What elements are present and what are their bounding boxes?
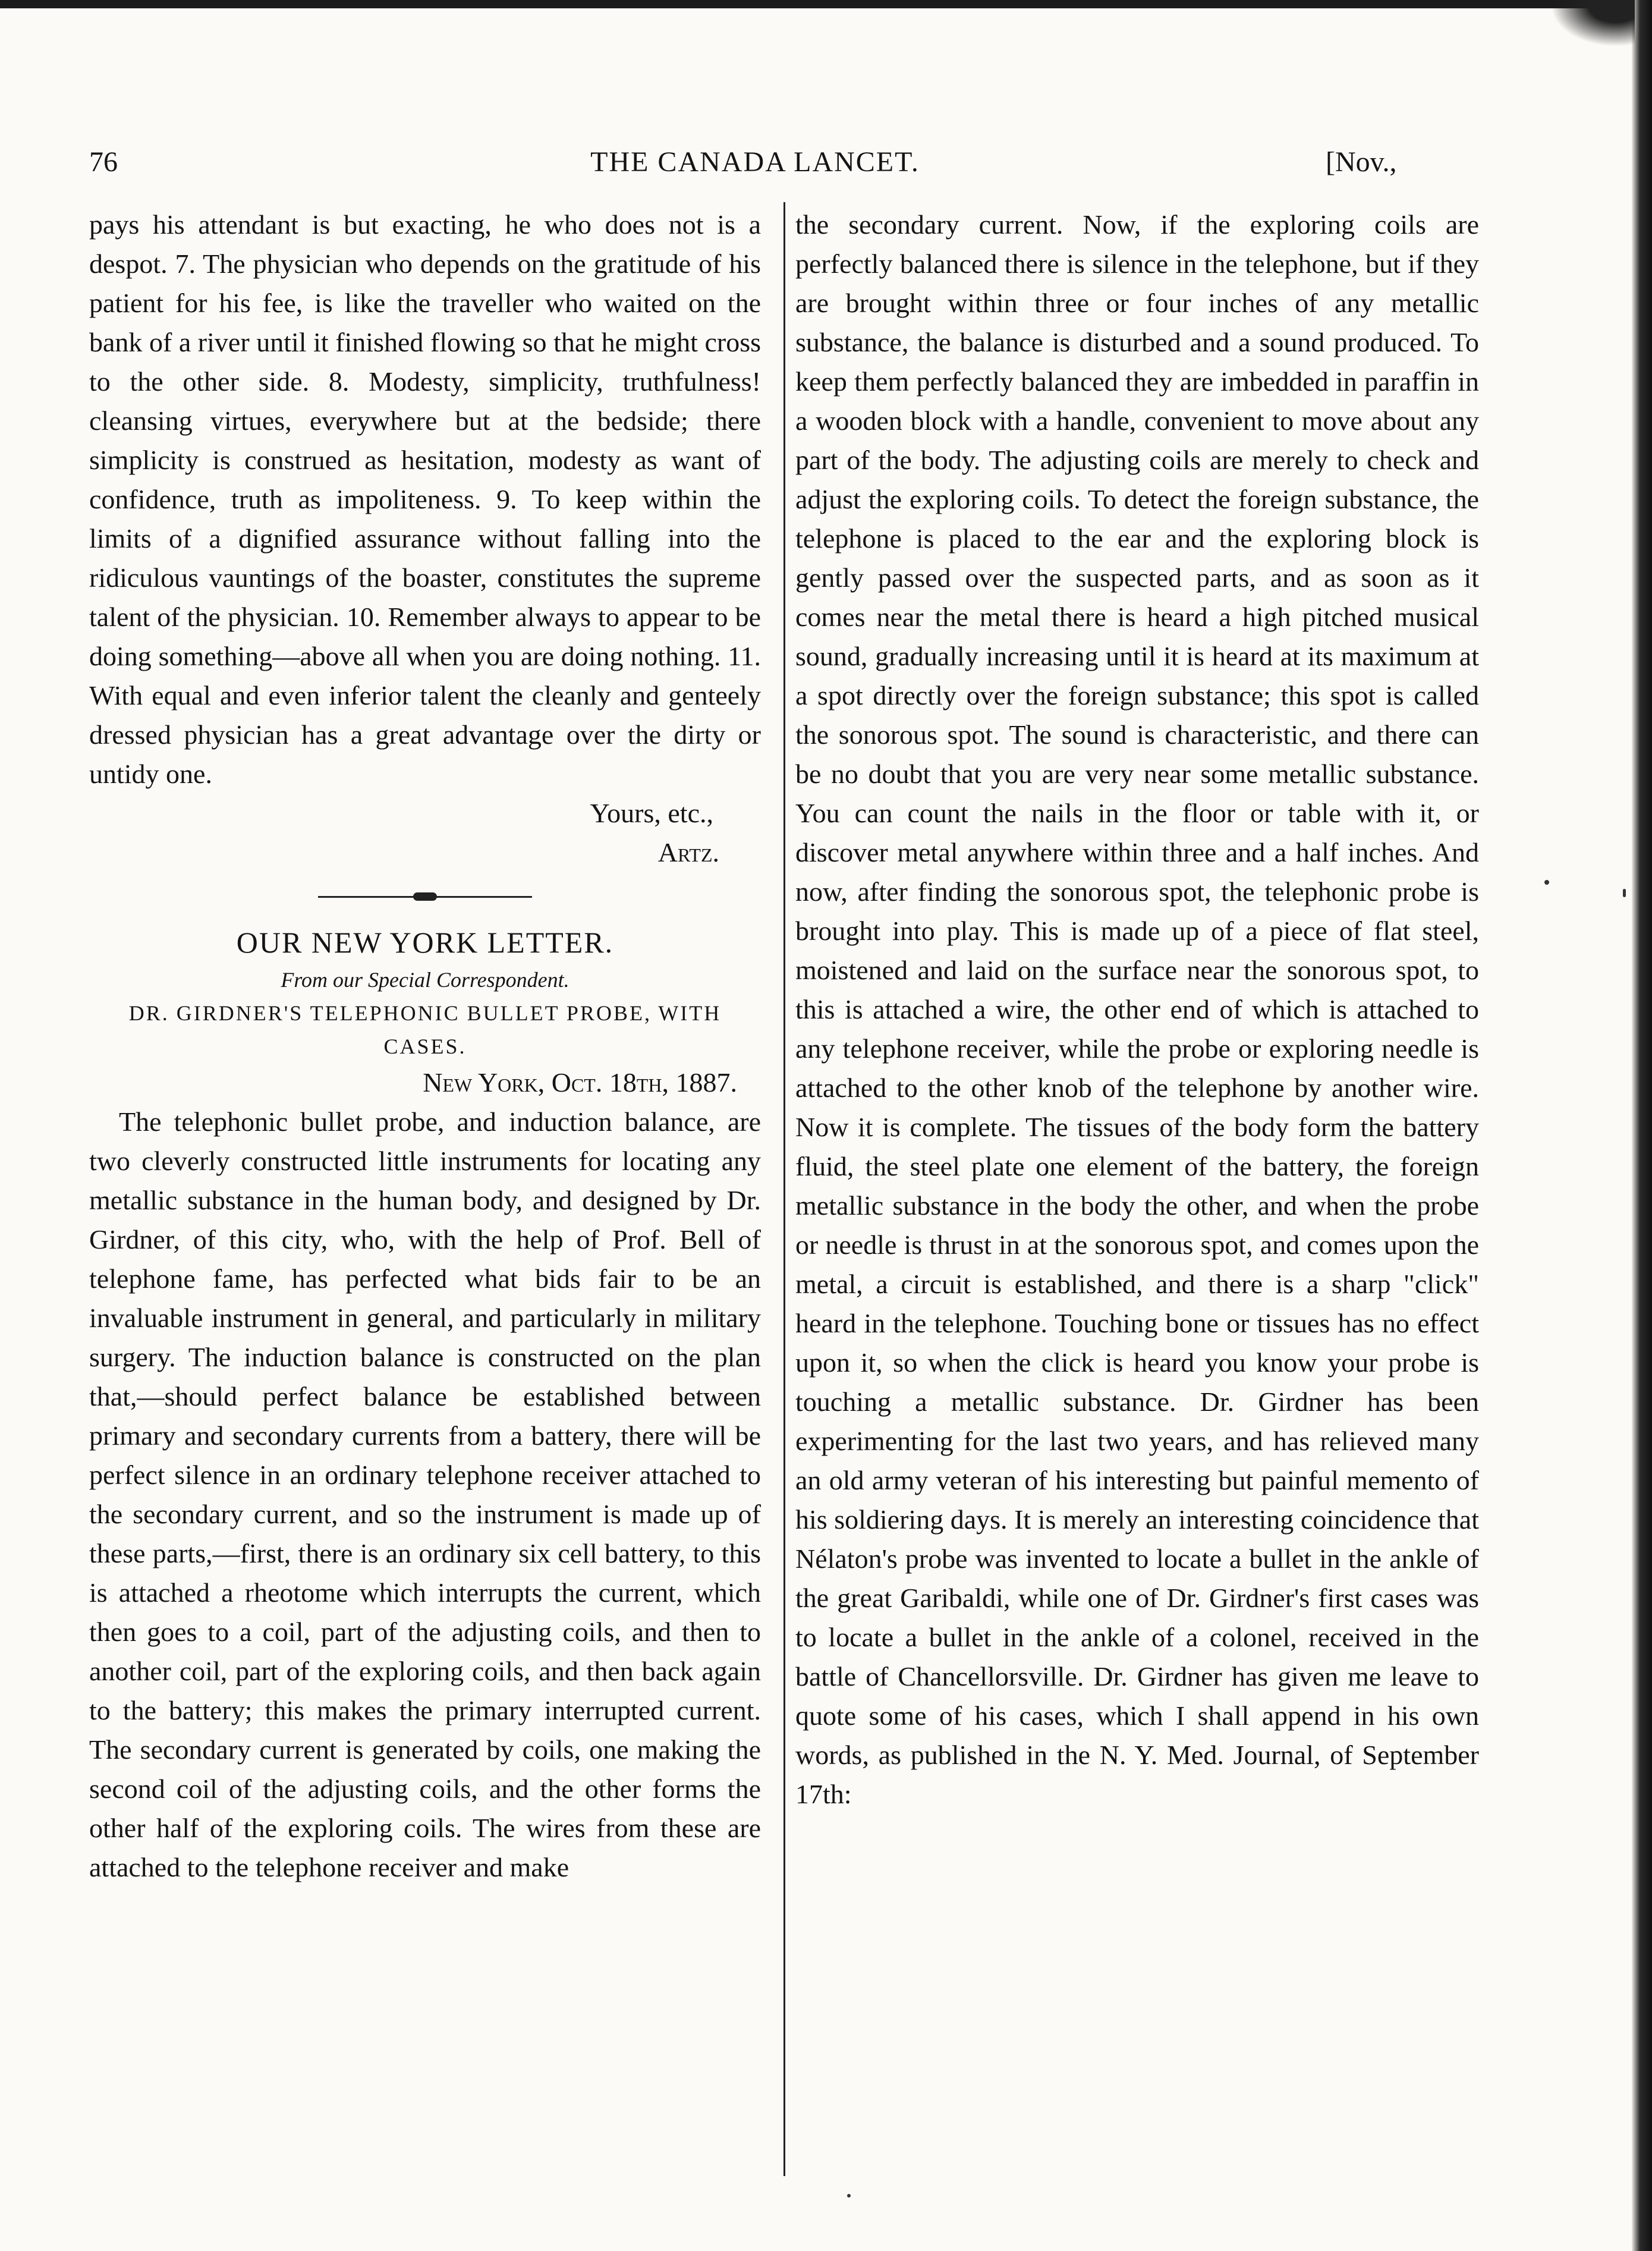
article-text: The telephonic bullet probe, and induction balance, are two cleverly constructed little instruments for locating any metallic substance in the human body, and designed by Dr. Girdner, of this city, who, with the help of Prof. Bell of telephone fame, has perfected what bids fair to be an invaluable instrument in general, and particularly in military surgery. The induction balance is constructed on the plan that,—should perfect balance be established between primary and secondary currents from a battery, there will be perfect silence in an ordinary telephone receiver attached to the secondary current, and so the instrument is made up of these parts,—first, there is an ordinary six cell battery, to this is attached a rheotome which interrupts the current, which then goes to a coil, part of the adjusting coils, and then to another coil, part of the exploring coils, and then back again to the battery; this makes the primary interrupted current. The secondary current is generated by coils, one making the second coil of the adjusting coils, and the other forms the other half of the exploring coils. The wires from these are attached to the telephone receiver and make <box>89 1106 761 1882</box>
divider-ornament <box>413 892 437 901</box>
dateline: New York, Oct. 18th, 1887. <box>423 1067 737 1098</box>
scan-right-edge <box>1632 0 1652 2251</box>
scan-speck <box>1623 889 1626 897</box>
scan-speck <box>1544 880 1549 885</box>
article-heading: DR. GIRDNER'S TELEPHONIC BULLET PROBE, WITH CASES. <box>128 1001 722 1058</box>
section-subtitle: From our Special Correspondent. <box>281 968 569 992</box>
scan-top-edge <box>0 0 1652 8</box>
article-continuation: the secondary current. Now, if the exploring coils are perfectly balanced there is silence in the telephone, but if they are brought within three or four inches of any metallic substance, the balance is disturbed and a sound produced. To keep them perfectly balanced they are imbedded in paraffin in a wooden block with a handle, convenient to move about any part of the body. The adjusting coils are merely to check and adjust the exploring coils. To detect the foreign substance, the telephone is placed to the ear and the exploring block is gently passed over the suspected parts, and as soon as it comes near the metal there is heard a high pitched musical sound, gradually increasing until it is heard at its maximum at a spot directly over the foreign substance; this spot is called the sonorous spot. The sound is characteristic, and there can be no doubt that you are very near some metallic substance. You can count the nails in the floor or table with it, or discover metal anywhere within three and a half inches. And now, after finding the sonorous spot, the telephonic probe is brought into play. This is made up of a piece of flat steel, moistened and laid on the surface near the sonorous spot, to this is attached a wire, the other end of which is attached to any telephone receiver, while the probe or exploring needle is attached to the other knob of the telephone by another wire. Now it is complete. The tissues of the body form the battery fluid, the steel plate one element of the battery, the foreign metallic substance in the body the other, and when the probe or needle is thrust in at the sonorous spot, and comes upon the metal, a circuit is established, and there is a sharp "click" heard in the telephone. Touching bone or tissues has no effect upon it, so when the click is heard you know your probe is touching a metallic substance. Dr. Girdner has been experimenting for the last two years, and has relieved many an old army veteran of his interesting but painful memento of his soldiering days. It is merely an interesting coincidence that Nélaton's probe was invented to locate a bullet in the ankle of the great Garibaldi, while one of Dr. Girdner's first cases was to locate a bullet in the ankle of a colonel, received in the battle of Chancellorsville. Dr. Girdner has given me leave to quote some of his cases, which I shall append in his own words, as published in the N. Y. Med. Journal, of September 17th: <box>795 209 1479 1809</box>
letter-closing: Yours, etc., <box>590 798 713 828</box>
scan-corner-mark <box>1540 0 1635 54</box>
section-title: OUR NEW YORK LETTER. <box>236 926 614 959</box>
scan-speck <box>847 2194 851 2197</box>
section-divider <box>318 896 532 898</box>
page-number: 76 <box>89 146 118 178</box>
letter-text: pays his attendant is but exacting, he who does not is a despot. 7. The physician who depends on the gratitude of his patient for his fee, is like the traveller who waited on the bank of a river until it finished flowing so that he might cross to the other side. 8. Modesty, simplicity, truthfulness! cleansing virtues, everywhere but at the bedside; there simplicity is construed as hesitation, modesty as want of confidence, truth as impoliteness. 9. To keep within the limits of a dignified assurance without falling into the ridiculous vauntings of the boaster, constitutes the supreme talent of the physician. 10. Remember always to appear to be doing something—above all when you are doing nothing. 11. With equal and even inferior talent the cleanly and genteely dressed physician has a great advantage over the dirty or untidy one. <box>89 209 761 789</box>
left-column <box>89 205 761 1887</box>
running-month: [Nov., <box>1326 146 1397 178</box>
letter-signature: Artz. <box>657 837 719 867</box>
right-column <box>795 205 1479 1814</box>
running-title: THE CANADA LANCET. <box>590 146 920 178</box>
column-divider <box>783 202 785 2176</box>
